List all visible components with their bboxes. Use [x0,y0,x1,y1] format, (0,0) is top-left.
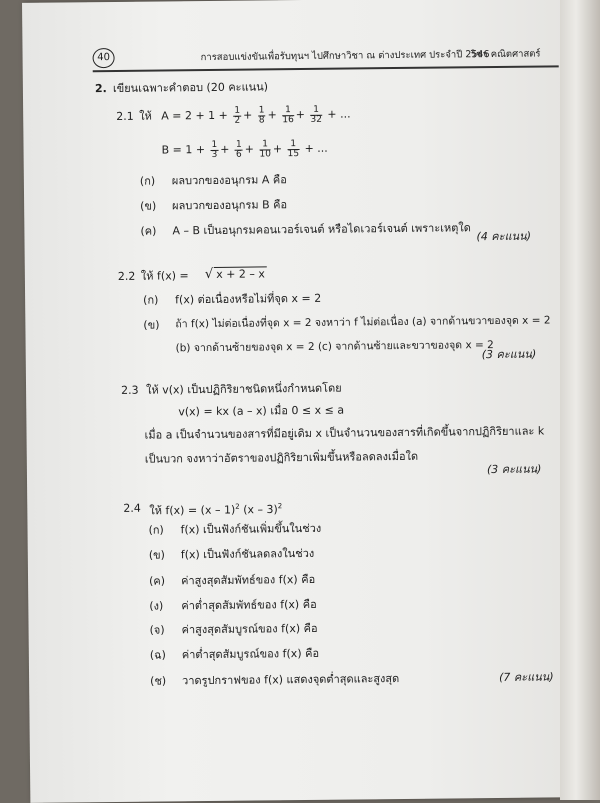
q22-item-b-cont: (b) จากด้านซ้ายของจุด x = 2 (c) จากด้านซ้ายและขวาของจุด x = 2 [175,339,494,355]
header-title: การสอบแข่งขันเพื่อรับทุนฯ ไปศึกษาวิชา ณ ต่างประเทศ ประจำปี 2546 [200,49,490,64]
q21-item-c: A – B เป็นอนุกรมคอนเวอร์เจนต์ หรือไดเวอร์เจนต์ เพราะเหตุใด [172,221,471,238]
series-a: A = 2 + 1 + $\frac{1}{2}$ + $\frac{1}{8}$ + $\frac{1}{16}$ + $\frac{1}{32}$ + ... [161,104,351,126]
q23-line3: เมื่อ a เป็นจำนวนของสารที่มีอยู่เดิม x เป็นจำนวนของสารที่เกิดขึ้นจากปฏิกิริยาและ k [144,424,545,442]
exam-page [22,0,590,803]
q23-line4: เป็นบวก จงหาว่าอัตราของปฏิกิริยาเพิ่มขึ้นหรือลดลงเมื่อใด [144,449,419,466]
q23-label: 2.3 [121,383,139,397]
q21-item-a-mark: (ก) [139,174,156,188]
a-frac-4: $\frac{1}{32}$ [310,104,322,125]
q23-formula: v(x) = kx (a – x) เมื่อ 0 ≤ x ≤ a [178,403,345,419]
q21-item-b-mark: (ข) [140,199,157,213]
series-a-lhs: A = 2 + 1 + [161,108,228,123]
q24-item-e: ค่าสูงสุดสัมบูรณ์ของ f(x) คือ [181,621,318,637]
q22-item-b-mark: (ข) [143,318,160,332]
q24-item-b: f(x) เป็นฟังก์ชันลดลงในช่วง [180,546,315,562]
q24-item-g: วาดรูปกราฟของ f(x) แสดงจุดต่ำสุดและสูงสุด [182,672,400,688]
q22-score: (3 คะแนน) [481,347,537,362]
q21-item-b: ผลบวกของอนุกรม B คือ [172,198,288,213]
q24-function: ให้ f(x) = (x – 1)$^2$ (x – 3)$^2$ [149,502,283,518]
q22-item-a-mark: (ก) [143,293,159,307]
page-number: 40 [92,48,114,68]
b-frac-1: $\frac{1}{3}$ [211,139,218,160]
q23-line1: ให้ v(x) เป็นปฏิกิริยาชนิดหนึ่งกำหนดโดย [146,381,342,397]
b-frac-4: $\frac{1}{15}$ [287,138,300,159]
q24-item-b-mark: (ข) [148,548,165,562]
a-frac-3: $\frac{1}{16}$ [282,104,294,125]
q24-item-c: ค่าสูงสุดสัมพัทธ์ของ f(x) คือ [181,572,316,588]
q24-item-a: f(x) เป็นฟังก์ชันเพิ่มขึ้นในช่วง [180,521,322,537]
series-b: B = 1 + $\frac{1}{3}$ + $\frac{1}{6}$ + $\frac{1}{10}$ + $\frac{1}{15}$ + ... [161,138,328,160]
q21-given: ให้ [139,109,152,123]
q22-sqrt: √ x + 2 – x [204,266,265,283]
q22-item-a: f(x) ต่อเนื่องหรือไม่ที่จุด x = 2 [175,291,322,307]
q22-item-b: ถ้า f(x) ไม่ต่อเนื่องที่จุด x = 2 จงหาว่า f ไม่ต่อเนื่อง (a) จากด้านขวาของจุด x = 2 [175,314,551,331]
header-rule [93,65,559,71]
q24-item-g-mark: (ช) [150,674,167,688]
section-number: 2. [94,82,107,96]
series-b-lhs: B = 1 + [161,143,206,157]
b-frac-3: $\frac{1}{10}$ [259,138,271,159]
a-frac-1: $\frac{1}{2}$ [234,105,241,126]
q24-item-d: ค่าต่ำสุดสัมพัทธ์ของ f(x) คือ [181,597,317,613]
q24-label: 2.4 [123,501,141,515]
q23-score: (3 คะแนน) [486,462,542,477]
a-frac-2: $\frac{1}{8}$ [258,104,265,125]
q21-item-a: ผลบวกของอนุกรม A คือ [171,173,287,188]
q21-item-c-mark: (ค) [140,224,157,238]
q24-item-d-mark: (ง) [149,599,164,613]
header-subject: วิชา คณิตศาสตร์ [470,48,541,61]
q21-score: (4 คะแนน) [476,229,532,244]
q21-label: 2.1 [116,109,134,123]
q24-item-f-mark: (ฉ) [149,648,166,662]
q24-item-f: ค่าต่ำสุดสัมบูรณ์ของ f(x) คือ [181,646,320,662]
q22-given: ให้ f(x) = [140,269,189,283]
q24-item-c-mark: (ค) [149,574,166,588]
next-page-edge [560,0,600,800]
q24-item-e-mark: (จ) [149,623,165,637]
q24-score: (7 คะแนน) [499,670,554,684]
q22-radicand: x + 2 – x [214,266,267,281]
q22-label: 2.2 [117,269,136,283]
section-title: เขียนเฉพาะคำตอบ (20 คะแนน) [112,80,269,95]
b-frac-2: $\frac{1}{6}$ [235,139,242,160]
q24-item-a-mark: (ก) [148,523,164,537]
